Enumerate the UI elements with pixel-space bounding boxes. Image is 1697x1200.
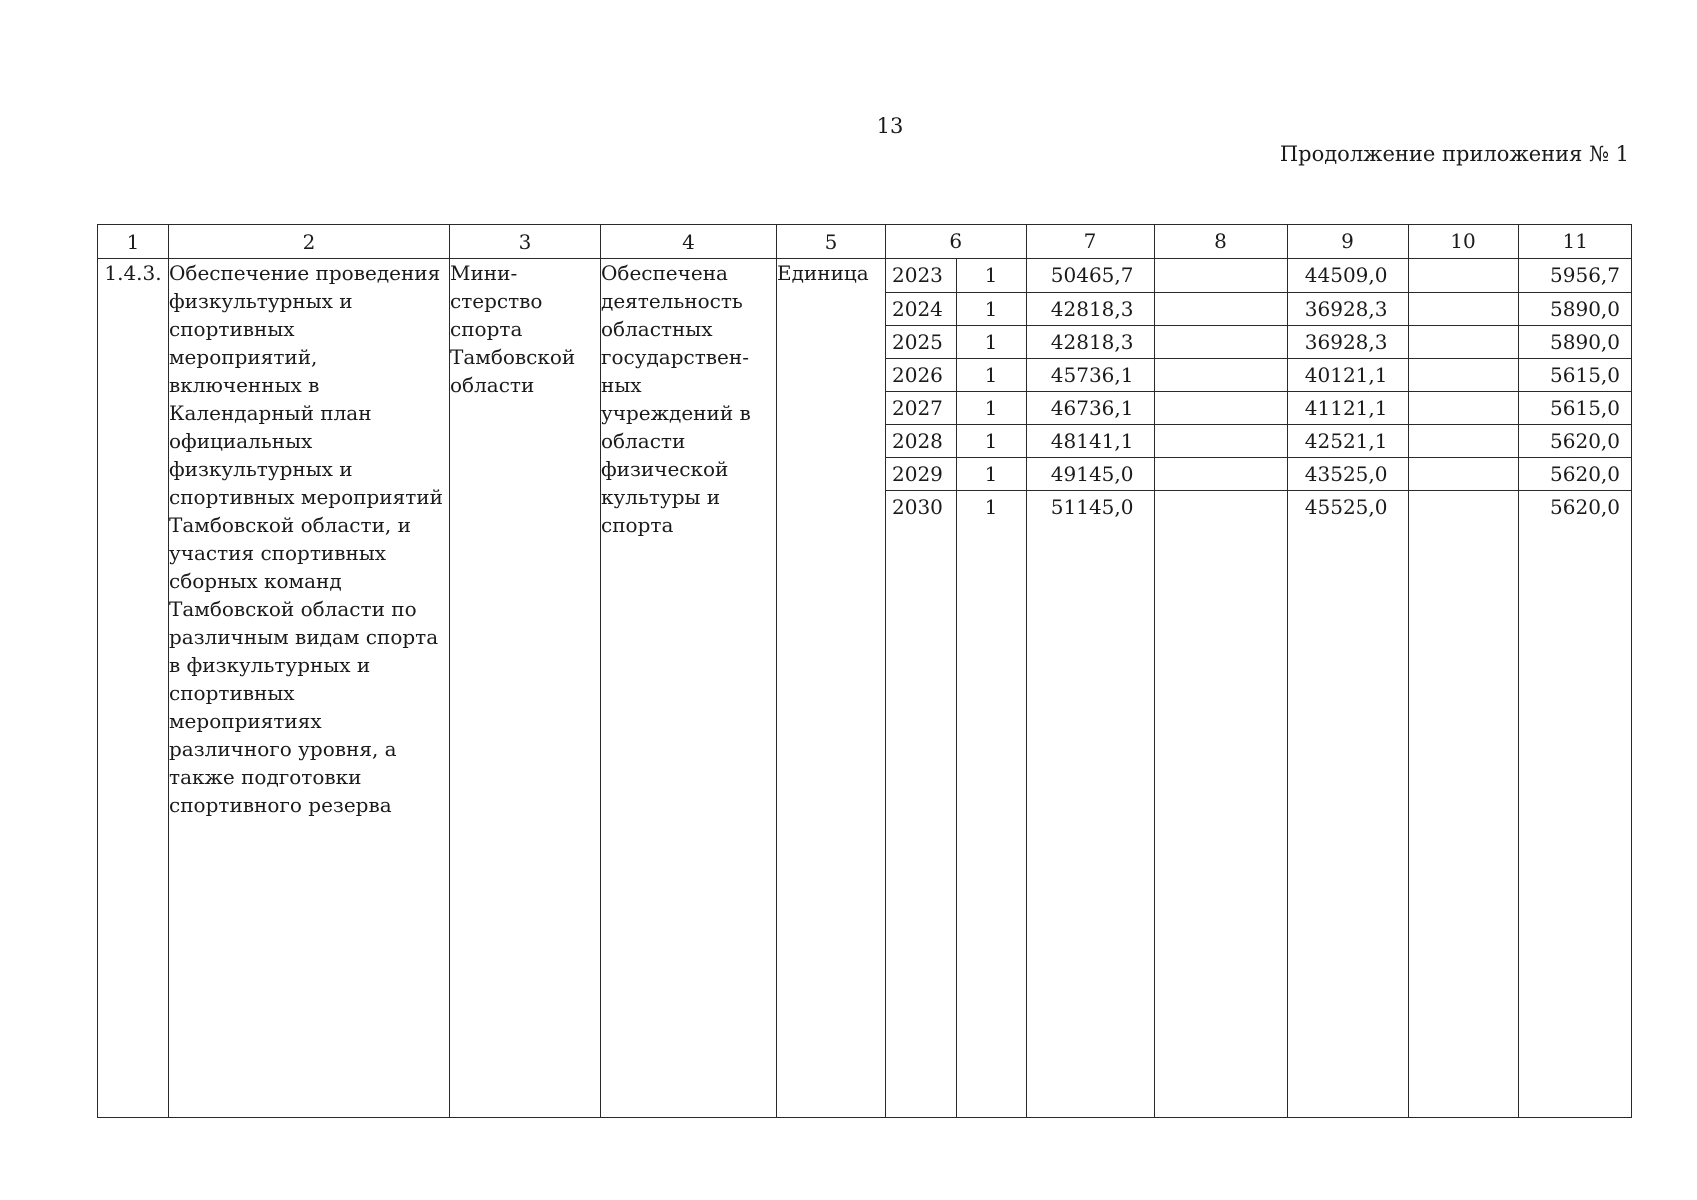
header-cell-5: 5: [777, 225, 886, 259]
indicator-value-cell: 1: [956, 490, 1026, 523]
col10-cell: [1408, 457, 1518, 490]
col7-cell: 48141,1: [1026, 424, 1154, 457]
year-cell: 2023: [886, 259, 956, 292]
col7-cell: 42818,3: [1026, 292, 1154, 325]
col10-cell: [1408, 292, 1518, 325]
col9-cell: 45525,0: [1287, 490, 1408, 523]
col8-cell: [1154, 292, 1287, 325]
col11-cell: 5615,0: [1518, 391, 1632, 424]
header-cell-11: 11: [1518, 225, 1632, 258]
year-row: [886, 292, 1632, 325]
col11-cell: 5615,0: [1518, 358, 1632, 391]
year-cell: 2029: [886, 457, 956, 490]
col7-cell: 51145,0: [1026, 490, 1154, 523]
header-cell-8: 8: [1154, 225, 1287, 258]
header-cell-10: 10: [1408, 225, 1518, 258]
col10-cell: [1408, 391, 1518, 424]
indicator-value-cell: 1: [956, 259, 1026, 292]
year-row: [886, 358, 1632, 391]
year-row: [886, 457, 1632, 490]
header-row: [98, 225, 1632, 259]
col8-cell: [1154, 391, 1287, 424]
year-cell: 2027: [886, 391, 956, 424]
col10-cell: [1408, 259, 1518, 292]
row-unit: Единица: [777, 259, 886, 1118]
col11-cell: 5890,0: [1518, 292, 1632, 325]
col11-cell: 5956,7: [1518, 259, 1632, 292]
col11-cell: 5620,0: [1518, 490, 1632, 523]
col9-cell: 36928,3: [1287, 325, 1408, 358]
col8-cell: [1154, 325, 1287, 358]
row-indicator: Обеспечена деятельность областных государствен-ных учреждений в области физической культуры и спорта: [601, 259, 777, 1118]
col7-cell: 46736,1: [1026, 391, 1154, 424]
header-cell-9: 9: [1287, 225, 1408, 258]
header-cell-4: 4: [601, 225, 777, 259]
year-row: [886, 490, 1632, 523]
page-number: 13: [876, 114, 904, 138]
col7-cell: 45736,1: [1026, 358, 1154, 391]
year-row: [886, 259, 1632, 292]
empty-space-row: [886, 523, 1632, 1117]
header-cell-6: 6: [949, 229, 963, 253]
year-cell: 2025: [886, 325, 956, 358]
indicator-value-cell: 1: [956, 457, 1026, 490]
indicator-value-cell: 1: [956, 358, 1026, 391]
col8-cell: [1154, 490, 1287, 523]
year-cell: 2024: [886, 292, 956, 325]
header-cell-7: 7: [1026, 225, 1154, 258]
table-row: [98, 259, 1632, 1118]
col9-cell: 41121,1: [1287, 391, 1408, 424]
year-row: [886, 325, 1632, 358]
col10-cell: [1408, 325, 1518, 358]
year-row: [886, 424, 1632, 457]
empty-cell: [1287, 523, 1408, 1117]
appendix-note: Продолжение приложения № 1: [1279, 142, 1629, 166]
row-description: Обеспечение проведения физкультурных и спортивных мероприятий, включенных в Календарный план официальных физкультурных и спортивных мероприятий Тамбовской области, и участия спортивных сборных команд Тамбовской области по различным видам спорта в физкультурных и спортивных мероприятиях различного уровня, а также подготовки спортивного резерва: [169, 259, 450, 1118]
col7-cell: 50465,7: [1026, 259, 1154, 292]
empty-cell: [886, 523, 956, 1117]
empty-cell: [1026, 523, 1154, 1117]
year-cell: 2026: [886, 358, 956, 391]
col9-cell: 44509,0: [1287, 259, 1408, 292]
row-executor: Мини-стерство спорта Тамбовской области: [450, 259, 601, 1118]
col8-cell: [1154, 457, 1287, 490]
col9-cell: 36928,3: [1287, 292, 1408, 325]
row-number: 1.4.3.: [98, 259, 169, 1118]
indicator-value-cell: 1: [956, 325, 1026, 358]
empty-cell: [1154, 523, 1287, 1117]
col8-cell: [1154, 259, 1287, 292]
year-cell: 2028: [886, 424, 956, 457]
indicator-value-cell: 1: [956, 292, 1026, 325]
col11-cell: 5620,0: [1518, 457, 1632, 490]
year-cell: 2030: [892, 494, 943, 519]
header-cell-3: 3: [450, 225, 601, 259]
header-cell-1: 1: [98, 225, 169, 259]
col10-cell: [1408, 490, 1518, 523]
header-cell-2: 2: [169, 225, 450, 259]
indicator-value-cell: 1: [956, 391, 1026, 424]
header-group-6-11: [886, 225, 1632, 259]
col7-cell: 49145,0: [1026, 457, 1154, 490]
col10-cell: [1408, 424, 1518, 457]
empty-cell: [1518, 523, 1632, 1117]
col11-cell: 5890,0: [1518, 325, 1632, 358]
col9-cell: 40121,1: [1287, 358, 1408, 391]
indicator-value-cell: 1: [956, 424, 1026, 457]
col9-cell: 43525,0: [1287, 457, 1408, 490]
col9-cell: 42521,1: [1287, 424, 1408, 457]
program-table: [97, 224, 1632, 1118]
col10-cell: [1408, 358, 1518, 391]
empty-cell: [1408, 523, 1518, 1117]
col11-cell: 5620,0: [1518, 424, 1632, 457]
col7-cell: 42818,3: [1026, 325, 1154, 358]
year-row: [886, 391, 1632, 424]
year-values: [886, 259, 1632, 1118]
col8-cell: [1154, 358, 1287, 391]
empty-cell: [956, 523, 1026, 1117]
col8-cell: [1154, 424, 1287, 457]
